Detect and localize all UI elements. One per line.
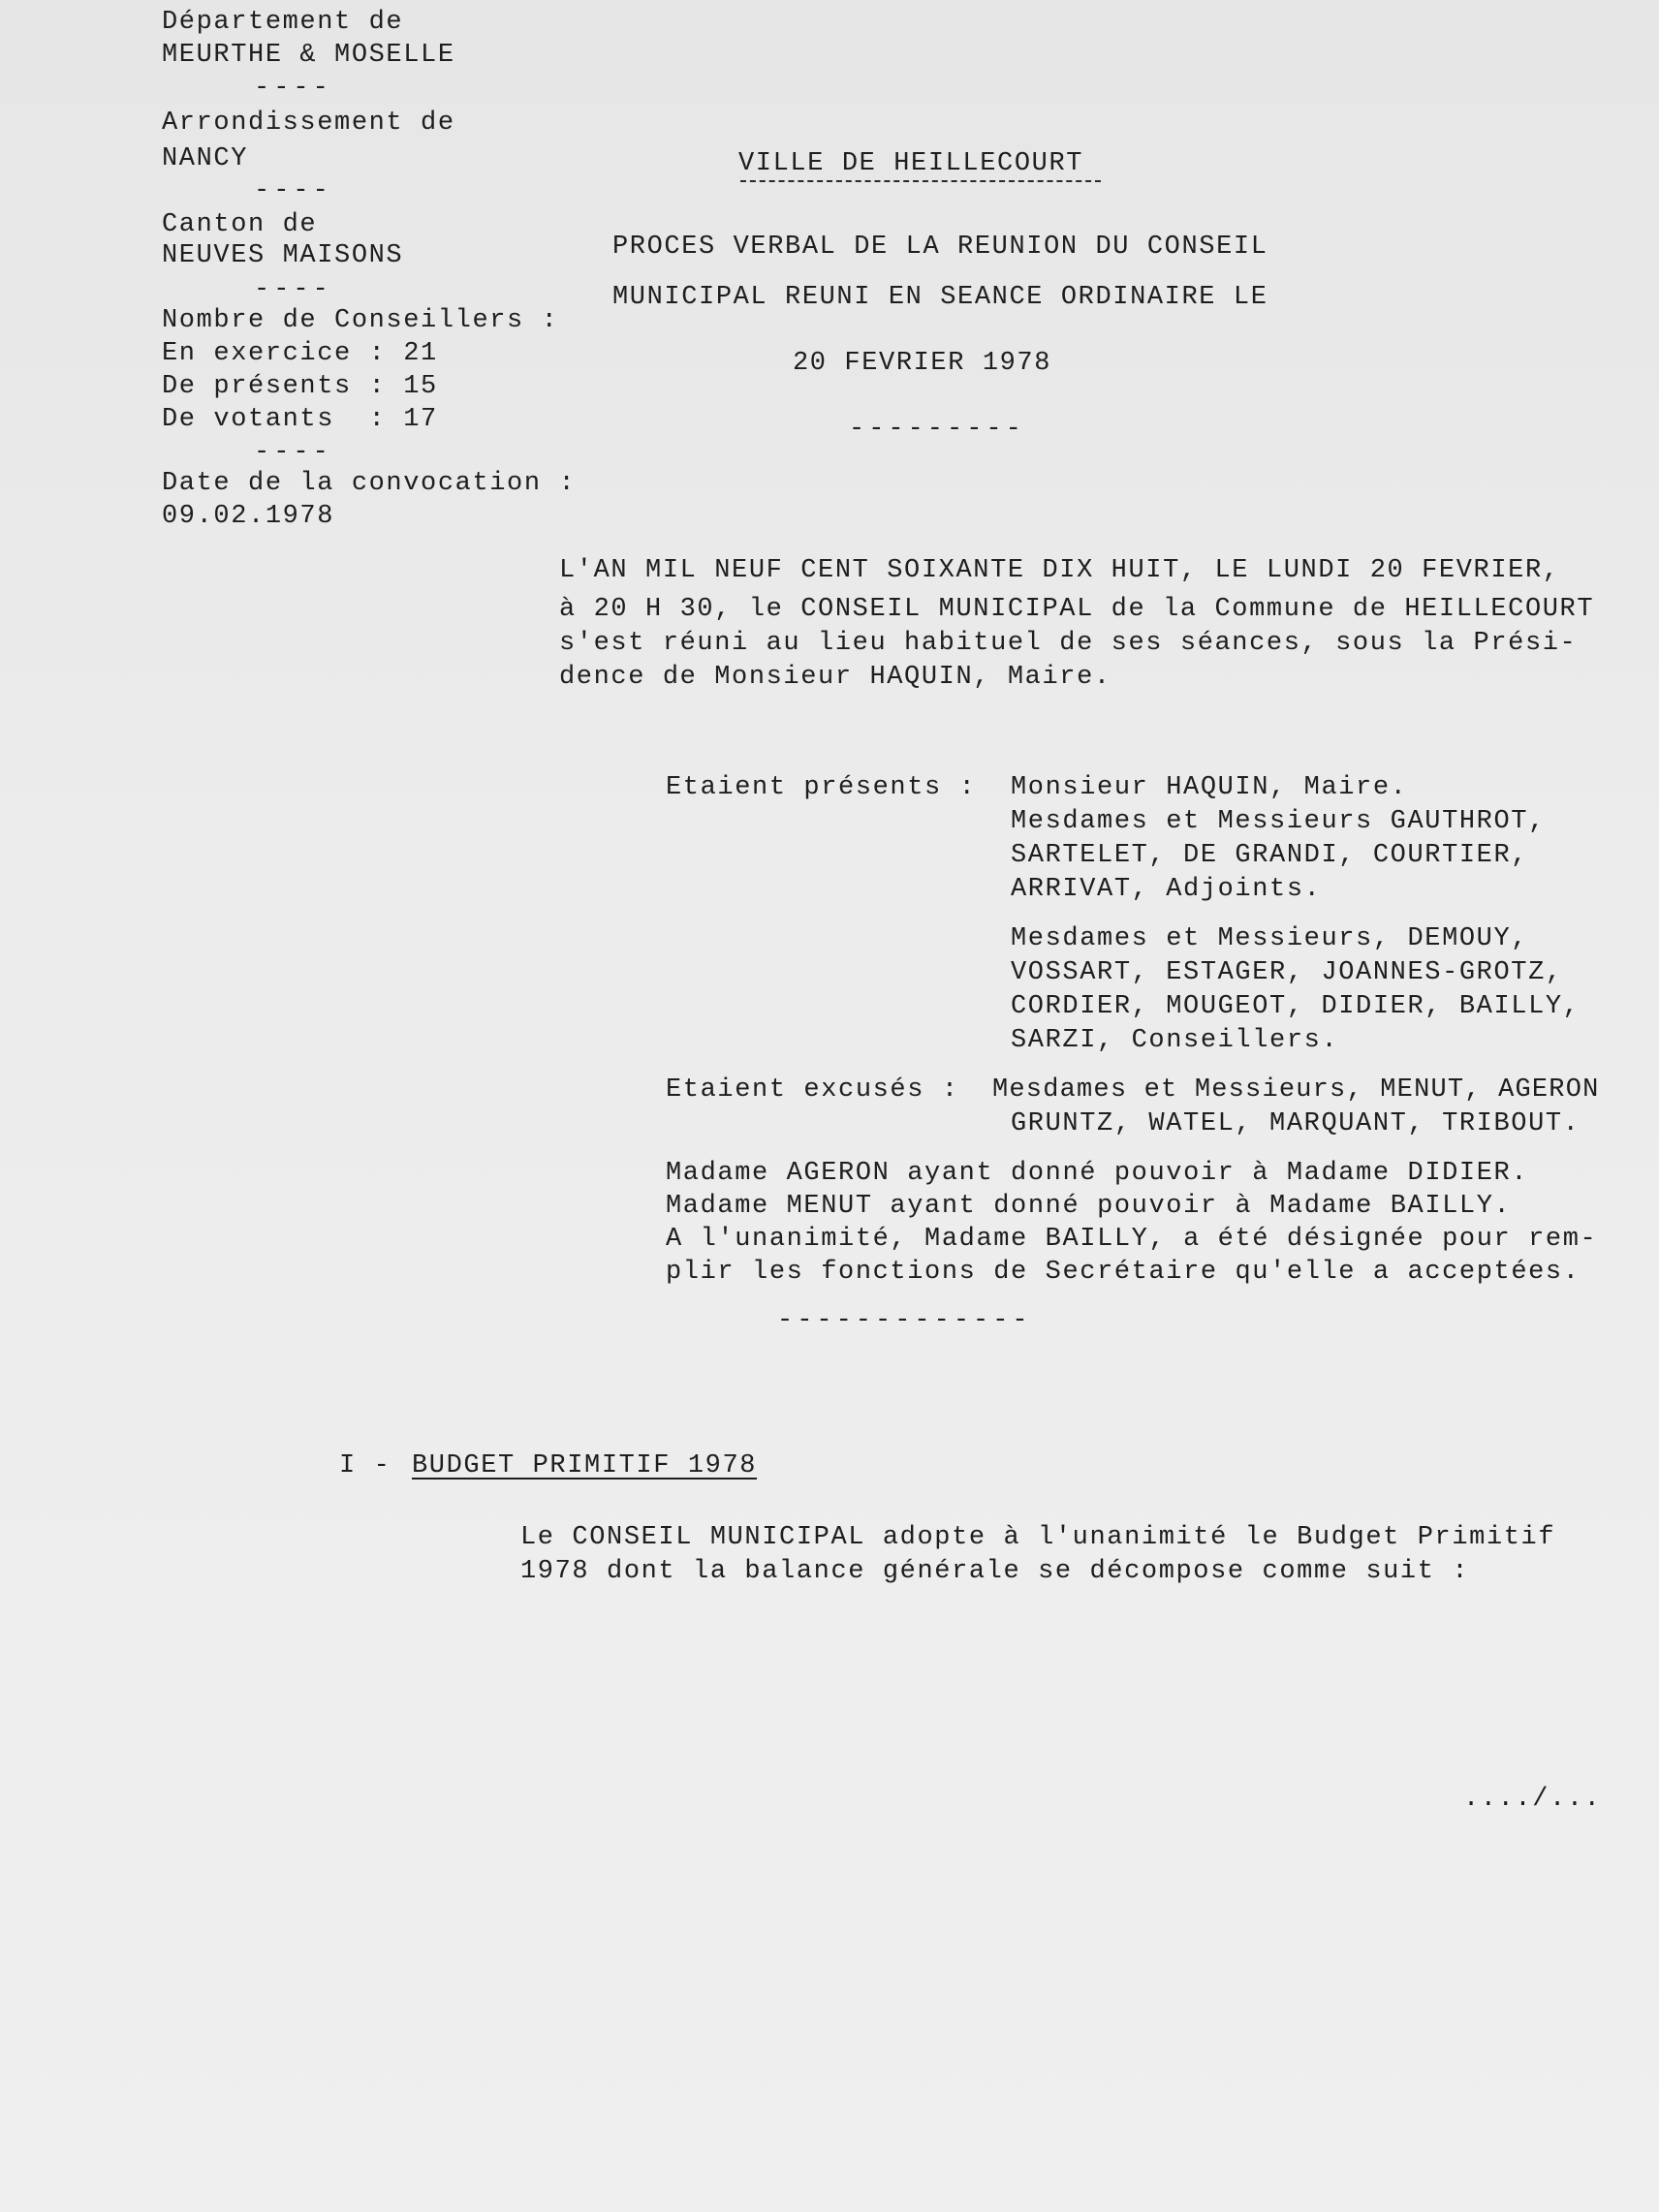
arrondissement-name: NANCY <box>162 144 249 173</box>
convocation-label: Date de la convocation : <box>162 469 577 498</box>
intro-line: dence de Monsieur HAQUIN, Maire. <box>559 663 1111 692</box>
canton-label: Canton de <box>162 210 318 239</box>
canton-name: NEUVES MAISONS <box>162 241 404 270</box>
section-body-line: 1978 dont la balance générale se décompose comme suit : <box>520 1557 1470 1586</box>
section-title: BUDGET PRIMITIF 1978 <box>412 1451 758 1480</box>
pouvoir-line: Madame MENUT ayant donné pouvoir à Madame BAILLY. <box>666 1192 1512 1221</box>
pouvoir-line: plir les fonctions de Secrétaire qu'elle a acceptées. <box>666 1258 1581 1287</box>
conseillers-line: Mesdames et Messieurs, DEMOUY, <box>1011 924 1529 953</box>
arrondissement-label: Arrondissement de <box>162 109 455 138</box>
pv-title-line2: MUNICIPAL REUNI EN SEANCE ORDINAIRE LE <box>612 283 1268 312</box>
votants-count: De votants : 17 <box>162 405 438 434</box>
separator: ---- <box>254 438 332 467</box>
section-number: I - <box>339 1451 391 1480</box>
presents-line: Monsieur HAQUIN, Maire. <box>1011 773 1408 802</box>
section-rule: ------------- <box>777 1306 1032 1335</box>
separator: ---- <box>254 275 332 304</box>
conseillers-label: Nombre de Conseillers : <box>162 306 559 335</box>
conseillers-line: VOSSART, ESTAGER, JOANNES-GROTZ, <box>1011 958 1563 987</box>
excuses-line: GRUNTZ, WATEL, MARQUANT, TRIBOUT. <box>1011 1109 1581 1138</box>
separator: ---- <box>254 74 332 103</box>
departement-name: MEURTHE & MOSELLE <box>162 41 455 70</box>
pouvoir-line: Madame AGERON ayant donné pouvoir à Madame DIDIER. <box>666 1159 1529 1188</box>
pouvoir-line: A l'unanimité, Madame BAILLY, a été désignée pour rem- <box>666 1225 1598 1254</box>
ville-dashed-underline <box>740 180 1101 182</box>
excuses-line: Mesdames et Messieurs, MENUT, AGERON <box>992 1075 1600 1105</box>
presents-label: Etaient présents : <box>666 773 977 802</box>
presents-count: De présents : 15 <box>162 372 438 401</box>
presents-line: Mesdames et Messieurs GAUTHROT, <box>1011 807 1546 836</box>
presents-line: SARTELET, DE GRANDI, COURTIER, <box>1011 841 1529 870</box>
seance-date: 20 FEVRIER 1978 <box>793 349 1052 378</box>
separator: ---- <box>254 176 332 205</box>
section-body-line: Le CONSEIL MUNICIPAL adopte à l'unanimité le Budget Primitif <box>520 1523 1556 1552</box>
conseillers-line: CORDIER, MOUGEOT, DIDIER, BAILLY, <box>1011 992 1581 1021</box>
ville-title: VILLE DE HEILLECOURT <box>738 149 1084 178</box>
continuation-mark: ..../... <box>1463 1785 1602 1814</box>
presents-line: ARRIVAT, Adjoints. <box>1011 875 1322 904</box>
convocation-date: 09.02.1978 <box>162 502 335 531</box>
pv-title-line1: PROCES VERBAL DE LA REUNION DU CONSEIL <box>612 233 1268 262</box>
header-rule: --------- <box>849 415 1025 444</box>
intro-line: s'est réuni au lieu habituel de ses séances, sous la Prési- <box>559 629 1578 658</box>
departement-label: Département de <box>162 8 404 37</box>
en-exercice: En exercice : 21 <box>162 339 438 368</box>
excuses-label: Etaient excusés : <box>666 1075 959 1105</box>
intro-line: à 20 H 30, le CONSEIL MUNICIPAL de la Commune de HEILLECOURT <box>559 595 1595 624</box>
intro-line: L'AN MIL NEUF CENT SOIXANTE DIX HUIT, LE LUNDI 20 FEVRIER, <box>559 556 1560 585</box>
conseillers-line: SARZI, Conseillers. <box>1011 1026 1339 1055</box>
